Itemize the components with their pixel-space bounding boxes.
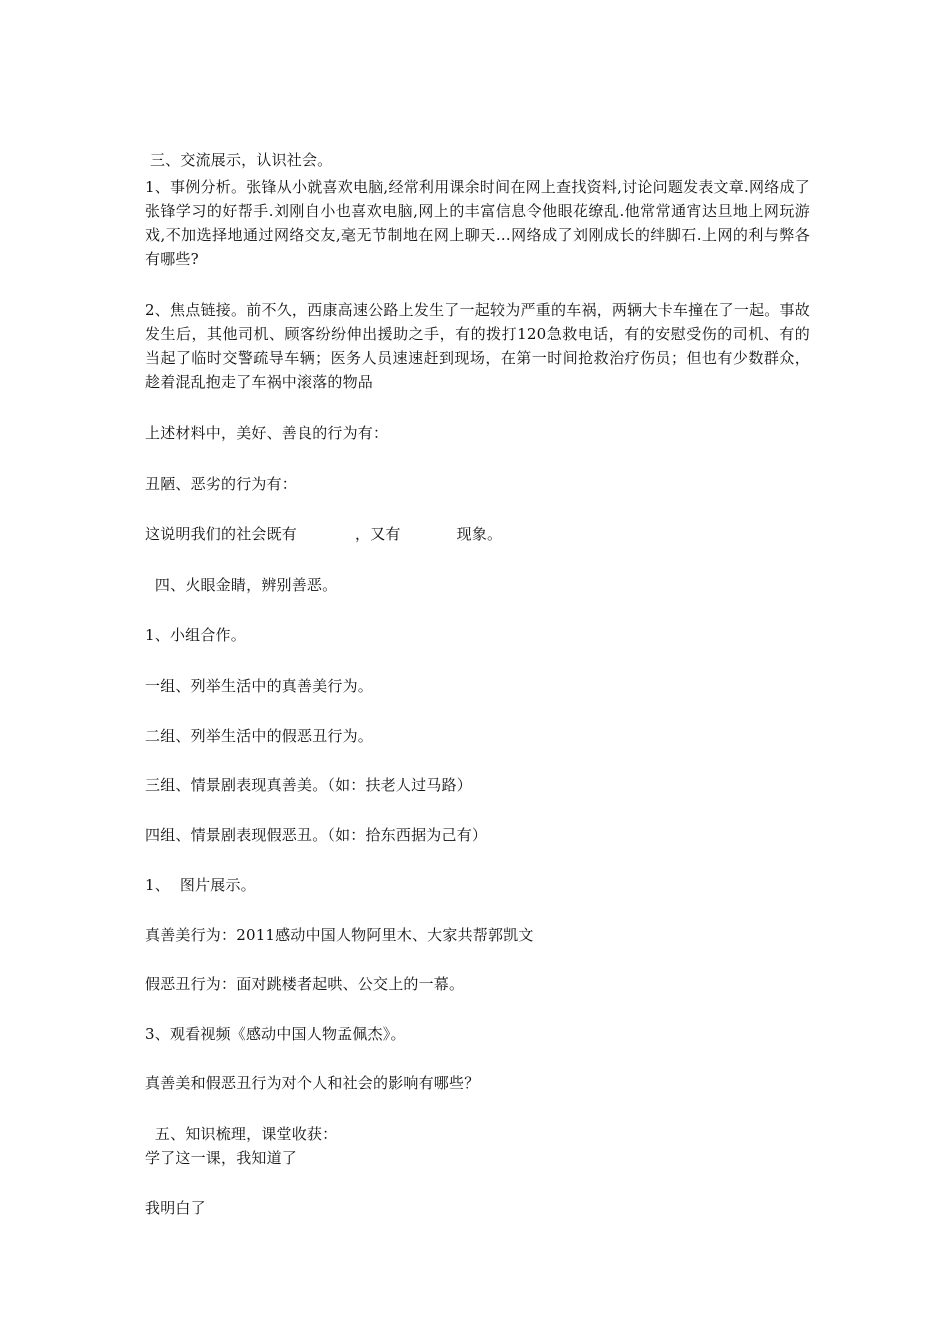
section3-heading: 三、交流展示，认识社会。: [145, 151, 333, 169]
group3-item: 三组、情景剧表现真善美。（如：扶老人过马路）: [145, 776, 472, 794]
video-item: 3、观看视频《感动中国人物孟佩杰》。: [145, 1025, 406, 1043]
section4-heading: 四、火眼金睛，辨别善恶。: [145, 576, 338, 594]
section5-heading: 五、知识梳理，课堂收获：: [145, 1125, 338, 1143]
conclusion-part-2: ，又有: [355, 525, 401, 543]
conclusion-part-3: 现象。: [456, 525, 503, 543]
conclusion-part-1: 这说明我们的社会既有: [145, 525, 298, 543]
good-behaviors-prompt: 上述材料中，美好、善良的行为有：: [145, 424, 389, 442]
group2-item: 二组、列举生活中的假恶丑行为。: [145, 727, 374, 745]
bad-behaviors-prompt: 丑陋、恶劣的行为有：: [145, 475, 298, 493]
focus-link-paragraph: 2、焦点链接。前不久，西康高速公路上发生了一起较为严重的车祸，两辆大卡车撞在了一起。事故发生后，其他司机、顾客纷纷伸出援助之手，有的拨打120急救电话，有的安慰受伤的司机、有的当起了临时交警疏导车辆；医务人员速速赶到现场，在第一时间抢救治疗伤员；但也有少数群众，趁着混乱抱走了车祸中滚落的物品: [145, 301, 810, 391]
conclusion-sentence: [145, 525, 502, 544]
group-work-item: 1、小组合作。: [145, 626, 246, 644]
group1-item: 一组、列举生活中的真善美行为。: [145, 677, 374, 695]
learned-prompt: 学了这一课，我知道了: [145, 1149, 298, 1167]
good-examples-item: 真善美行为：2011感动中国人物阿里木、大家共帮郭凯文: [145, 926, 534, 944]
bad-examples-item: 假恶丑行为：面对跳楼者起哄、公交上的一幕。: [145, 975, 465, 993]
influence-question: 真善美和假恶丑行为对个人和社会的影响有哪些？: [145, 1074, 480, 1092]
pictures-item: 1、 图片展示。: [145, 876, 256, 894]
understood-prompt: 我明白了: [145, 1199, 206, 1217]
group4-item: 四组、情景剧表现假恶丑。（如：拾东西据为己有）: [145, 826, 488, 844]
case-analysis-paragraph: 1、事例分析。张锋从小就喜欢电脑,经常利用课余时间在网上查找资料,讨论问题发表文章.网络成了张锋学习的好帮手.刘刚自小也喜欢电脑,网上的丰富信息令他眼花缭乱.他常常通宵达旦地上网玩游戏,不加选择地通过网络交友,毫无节制地在网上聊天…网络成了刘刚成长的绊脚石.上网的利与弊各有哪些?: [145, 178, 810, 268]
